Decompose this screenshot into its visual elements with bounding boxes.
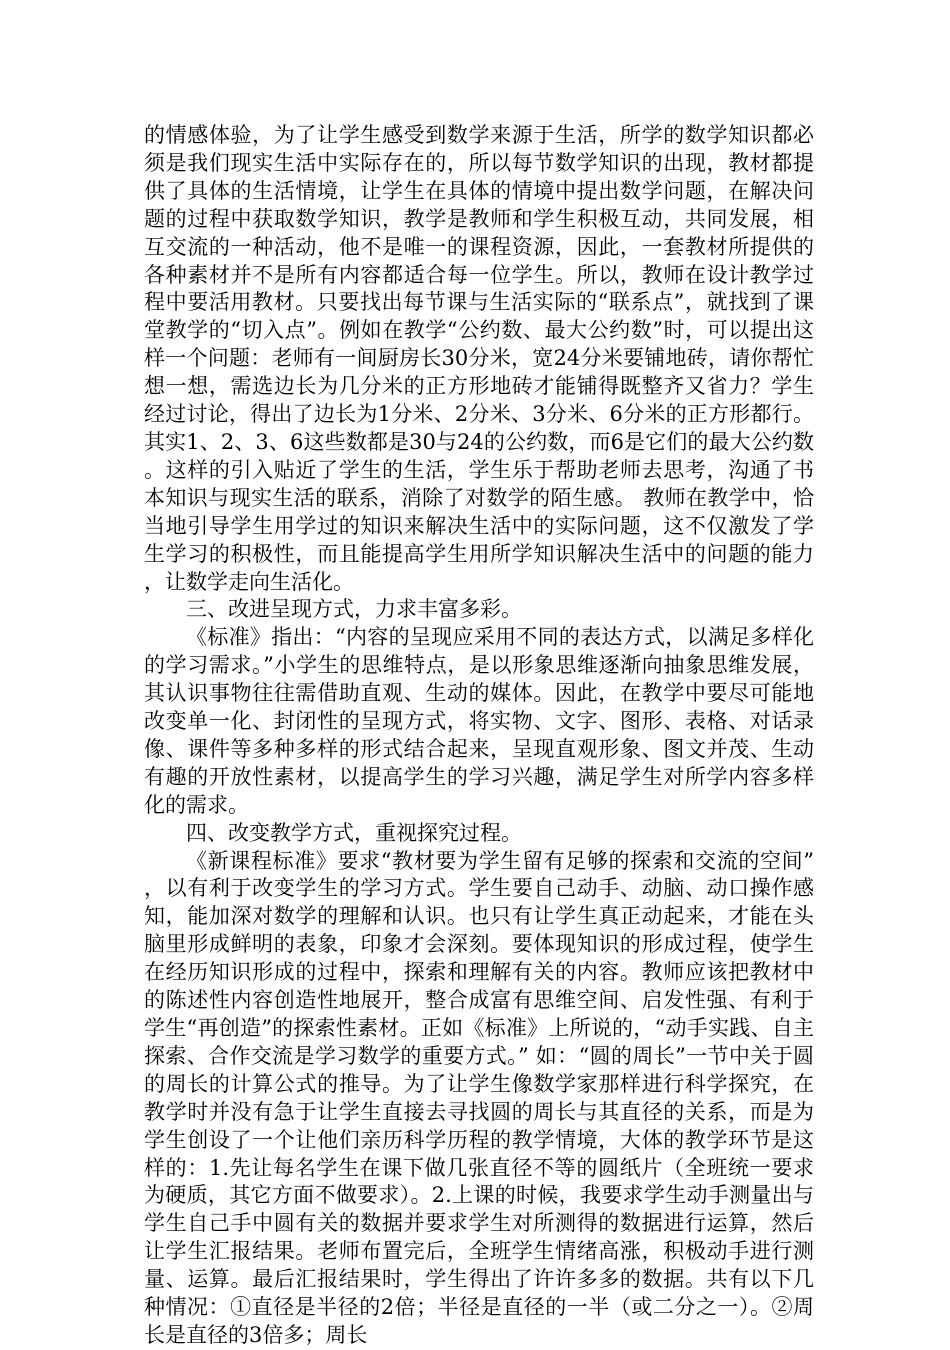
body-paragraph-presentation: 《标准》指出：“内容的呈现应采用不同的表达方式，以满足多样化的学习需求。”小学生的思维特点，是以形象思维逐渐向抽象思维发展，其认识事物往往需借助直观、生动的媒体。因此，在教学中要尽可能地改变单一化、封闭性的呈现方式，将实物、文字、图形、表格、对话录像、课件等多种多样的形式结合起来，呈现直观形象、图文并茂、生动有趣的开放性素材，以提高学生的学习兴趣，满足学生对所学内容多样化的需求。	[144, 625, 814, 817]
body-paragraph-inquiry: 《新课程标准》要求“教材要为学生留有足够的探索和交流的空间”，以有利于改变学生的学习方式。学生要自己动手、动脑、动口操作感知，能加深对数学的理解和认识。也只有让学生真正动起来，才能在头脑里形成鲜明的表象，印象才会深刻。要体现知识的形成过程，使学生在经历知识形成的过程中，探索和理解有关的内容。教师应该把教材中的陈述性内容创造性地展开，整合成富有思维空间、启发性强、有利于学生“再创造”的探索性素材。正如《标准》上所说的，“动手实践、自主探索、合作交流是学习数学的重要方式。” 如：“圆的周长”一节中关于圆的周长的计算公式的推导。为了让学生像数学家那样进行科学探究，在教学时并没有急于让学生直接去寻找圆的周长与其直径的关系，而是为学生创设了一个让他们亲历科学历程的教学情境，大体的教学环节是这样的：1.先让每名学生在课下做几张直径不等的圆纸片（全班统一要求为硬质，其它方面不做要求）。2.上课的时候，我要求学生动手测量出与学生自己手中圆有关的数据并要求学生对所测得的数据进行运算，然后让学生汇报结果。老师布置完后，全班学生情绪高涨，积极动手进行测量、运算。最后汇报结果时，学生得出了许许多多的数据。共有以下几种情况：①直径是半径的2倍；半径是直径的一半（或二分之一）。②周长是直径的3倍多；周长	[144, 848, 814, 1347]
body-paragraph-continued: 的情感体验，为了让学生感受到数学来源于生活，所学的数学知识都必须是我们现实生活中实际存在的，所以每节数学知识的出现，教材都提供了具体的生活情境，让学生在具体的情境中提出数学问题，在解决问题的过程中获取数学知识，教学是教师和学生积极互动，共同发展，相互交流的一种活动，他不是唯一的课程资源，因此，一套教材所提供的各种素材并不是所有内容都适合每一位学生。所以，教师在设计教学过程中要活用教材。只要找出每节课与生活实际的“联系点”，就找到了课堂教学的“切入点”。例如在教学“公约数、最大公约数”时，可以提出这样一个问题：老师有一间厨房长30分米，宽24分米要铺地砖，请你帮忙想一想，需选边长为几分米的正方形地砖才能铺得既整齐又省力？学生经过讨论，得出了边长为1分米、2分米、3分米、6分米的正方形都行。其实1、2、3、6这些数都是30与24的公约数，而6是它们的最大公约数。这样的引入贴近了学生的生活，学生乐于帮助老师去思考，沟通了书本知识与现实生活的联系，消除了对数学的陌生感。 教师在教学中，恰当地引导学生用学过的知识来解决生活中的实际问题，这不仅激发了学生学习的积极性，而且能提高学生用所学知识解决生活中的问题的能力，让数学走向生活化。	[144, 123, 814, 594]
section-heading-four: 四、改变教学方式，重视探究过程。	[186, 820, 522, 845]
section-heading-three: 三、改进呈现方式，力求丰富多彩。	[186, 597, 522, 622]
document-body	[144, 122, 814, 1350]
